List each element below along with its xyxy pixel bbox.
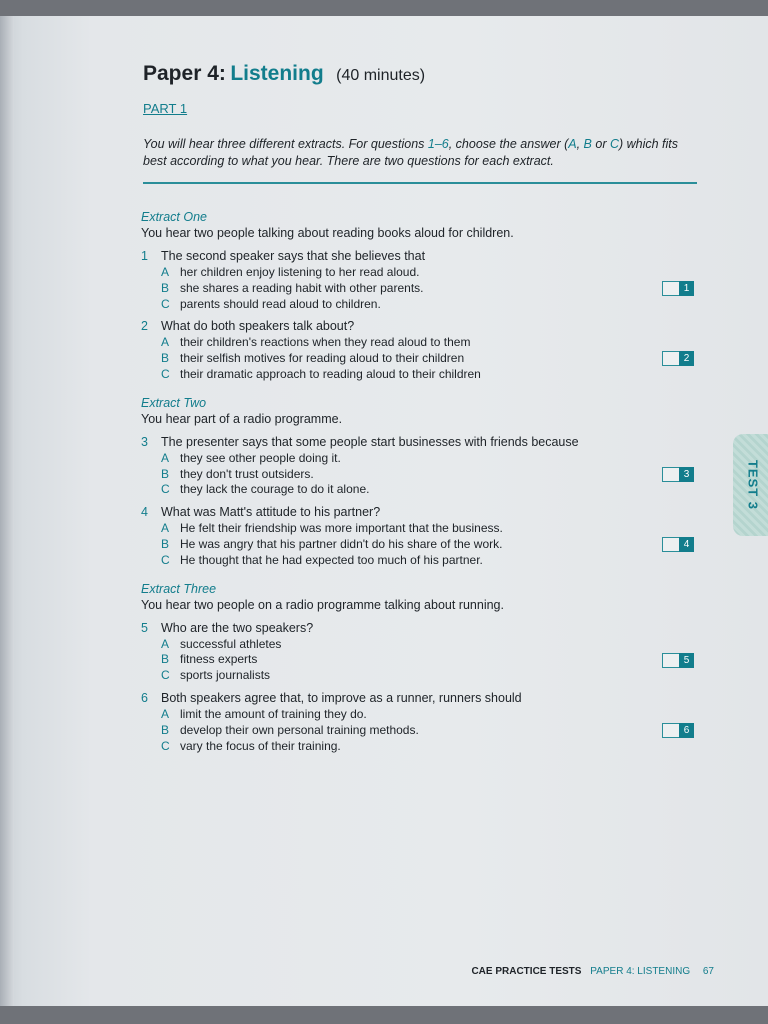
answer-box-number: 1 (679, 281, 694, 296)
title-paper: Paper 4: (143, 62, 226, 85)
option-b (141, 537, 701, 553)
option-letter: A (161, 706, 170, 721)
option-a (141, 451, 701, 467)
option-letter: B (161, 652, 170, 667)
title-subject: Listening (230, 62, 324, 85)
footer-section: PAPER 4: LISTENING (590, 966, 691, 977)
extract-description: You hear part of a radio programme. (141, 411, 343, 426)
instr-text: ) which fits best according to what you hear. There are two questions for each extract. (143, 137, 679, 168)
instr-text: , (576, 137, 584, 151)
option-text: they don't trust outsiders. (180, 466, 314, 481)
question-text: The presenter says that some people start businesses with friends because (161, 434, 579, 449)
instr-letter-b: B (583, 137, 592, 151)
question-stem (141, 317, 701, 335)
option-letter: C (161, 738, 170, 753)
option-text: she shares a reading habit with other parents. (180, 280, 424, 295)
extract-description: You hear two people talking about reading books aloud for children. (141, 226, 514, 240)
footer-book-title: CAE PRACTICE TESTS (471, 966, 582, 977)
option-a (141, 707, 701, 723)
option-a (141, 265, 701, 281)
answer-box-5[interactable] (662, 653, 694, 668)
extract-two (141, 395, 701, 569)
extract-title: Extract Two (141, 395, 207, 410)
extract-title: Extract One (141, 210, 207, 224)
option-letter: B (161, 722, 170, 737)
question-number: 4 (141, 505, 148, 520)
question-number: 6 (141, 690, 148, 705)
option-text: He felt their friendship was more important that the business. (180, 521, 503, 536)
option-text: develop their own personal training methods. (180, 722, 419, 737)
option-letter: B (161, 536, 170, 551)
question-text: Who are the two speakers? (161, 620, 314, 635)
question-4 (141, 503, 701, 568)
part-heading: PART 1 (143, 101, 188, 116)
option-text: successful athletes (180, 636, 282, 651)
option-b (141, 723, 701, 739)
option-letter: A (161, 521, 170, 536)
option-c (141, 668, 701, 684)
option-letter: A (161, 265, 170, 279)
option-letter: C (161, 668, 170, 683)
question-number: 3 (141, 434, 148, 449)
question-stem (141, 247, 701, 265)
question-1 (141, 247, 701, 312)
option-text: her children enjoy listening to her read aloud. (180, 265, 420, 279)
option-c (141, 739, 701, 755)
instr-text: or (591, 137, 610, 151)
page-binding-shadow (0, 16, 14, 1006)
page-number: 67 (702, 966, 714, 977)
page-footer (471, 966, 714, 977)
option-text: He was angry that his partner didn't do his share of the work. (180, 536, 503, 551)
extract-one (141, 209, 701, 383)
question-3 (141, 433, 701, 498)
answer-box-4[interactable] (662, 537, 694, 552)
option-text: their dramatic approach to reading aloud to their children (180, 366, 481, 381)
option-letter: B (161, 280, 170, 295)
option-letter: C (161, 552, 170, 567)
book-page (0, 16, 768, 1006)
option-letter: B (161, 466, 170, 481)
option-c (141, 297, 701, 313)
option-letter: C (161, 366, 170, 381)
option-letter: C (161, 296, 170, 311)
option-a (141, 335, 701, 351)
answer-box-number: 2 (679, 351, 694, 366)
option-b (141, 467, 701, 483)
option-text: limit the amount of training they do. (180, 706, 367, 721)
title-duration: (40 minutes) (336, 67, 426, 84)
question-text: Both speakers agree that, to improve as a runner, runners should (161, 690, 522, 705)
option-letter: B (161, 351, 170, 366)
divider-rule (143, 182, 697, 184)
extract-title: Extract Three (141, 581, 217, 596)
option-b (141, 351, 701, 367)
question-stem (141, 689, 701, 707)
question-2 (141, 317, 701, 382)
question-list (141, 209, 701, 754)
page-title (143, 62, 425, 86)
instr-range: 1–6 (427, 137, 449, 151)
option-c (141, 482, 701, 498)
question-stem (141, 433, 701, 451)
question-number: 2 (141, 319, 148, 334)
option-a (141, 521, 701, 537)
instr-letter-a: A (568, 137, 577, 151)
answer-box-1[interactable] (662, 281, 694, 296)
question-stem (141, 503, 701, 521)
option-text: they see other people doing it. (180, 450, 341, 465)
option-text: He thought that he had expected too much of his partner. (180, 552, 483, 567)
answer-box-number: 4 (679, 537, 694, 552)
instructions (143, 136, 703, 170)
answer-box-6[interactable] (662, 723, 694, 738)
option-text: parents should read aloud to children. (180, 296, 381, 311)
question-stem (141, 619, 701, 637)
option-a (141, 637, 701, 653)
question-number: 5 (141, 620, 148, 635)
option-text: their selfish motives for reading aloud to their children (180, 351, 465, 366)
question-6 (141, 689, 701, 754)
option-text: fitness experts (180, 652, 258, 667)
answer-box-number: 3 (679, 467, 694, 482)
option-c (141, 553, 701, 569)
option-text: sports journalists (180, 668, 271, 683)
answer-box-2[interactable] (662, 351, 694, 366)
instr-text: You will hear three different extracts. For questions (143, 137, 428, 151)
option-letter: A (161, 335, 170, 350)
question-number: 1 (141, 249, 148, 263)
side-tab-label: TEST 3 (745, 459, 761, 511)
extract-three (141, 581, 701, 755)
option-letter: C (161, 482, 170, 497)
answer-box-number: 5 (679, 653, 694, 668)
option-b (141, 281, 701, 297)
test-side-tab (733, 434, 768, 536)
option-letter: A (161, 636, 170, 651)
question-5 (141, 619, 701, 684)
option-text: their children's reactions when they read aloud to them (180, 335, 471, 350)
question-text: What do both speakers talk about? (161, 319, 355, 334)
instr-letter-c: C (609, 137, 619, 151)
option-b (141, 652, 701, 668)
option-text: vary the focus of their training. (180, 738, 341, 753)
question-text: The second speaker says that she believes that (161, 249, 426, 263)
answer-box-3[interactable] (662, 467, 694, 482)
instr-text: , choose the answer ( (448, 137, 569, 151)
question-text: What was Matt's attitude to his partner? (161, 505, 381, 520)
extract-description: You hear two people on a radio programme talking about running. (141, 597, 504, 612)
option-letter: A (161, 450, 170, 465)
option-text: they lack the courage to do it alone. (180, 482, 370, 497)
answer-box-number: 6 (679, 723, 694, 738)
option-c (141, 367, 701, 383)
